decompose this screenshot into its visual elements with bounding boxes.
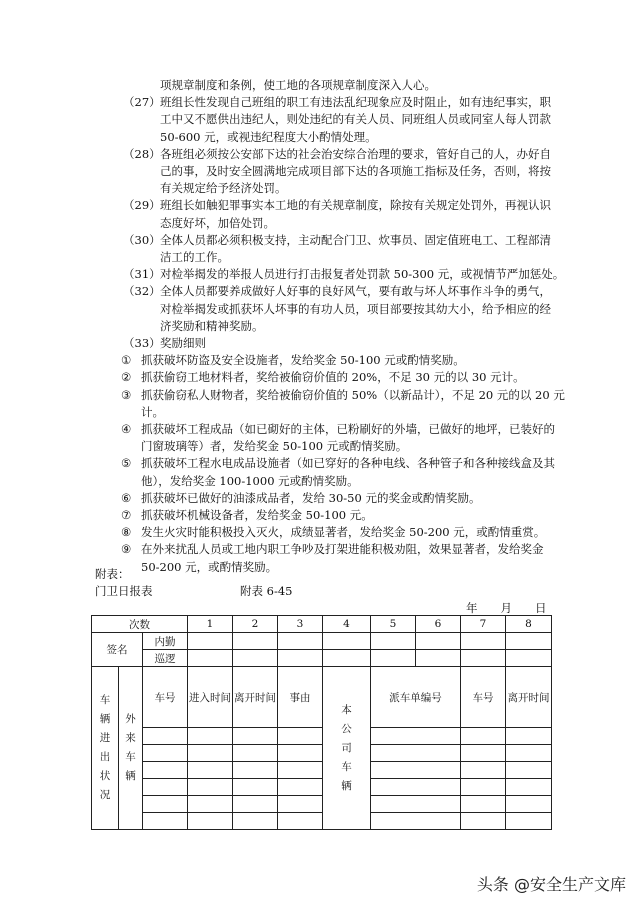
item-number: （31） — [123, 267, 161, 282]
vehicle-row — [92, 745, 552, 762]
item-text-line: 班组长如触犯罪事实本工地的有关规章制度，除按有关规定处罚外，再视认识 — [160, 198, 551, 213]
form-title: 门卫日报表 — [95, 584, 153, 598]
col-head-3: 3 — [278, 616, 323, 633]
reward-text-line: 抓获偷窃私人财物者，奖给被偷窃价值的 50%（以新品计），不足 20 元的以 20 元 — [141, 387, 565, 402]
sign-row-2 — [92, 650, 552, 667]
appendix-label: 附表： — [95, 567, 130, 581]
reward-marker: ⑦ — [121, 508, 132, 522]
watermark: 头条 @安全生产文库 — [476, 875, 626, 894]
reward-text-line: 门窗玻璃等）者，发给奖金 50-100 元或酌情奖励。 — [141, 439, 408, 454]
item-number: （27） — [123, 95, 161, 110]
reward-marker: ④ — [121, 422, 132, 436]
vehicle-status-label: 车 辆 进 出 状 况 — [92, 667, 119, 830]
item-text-line: 态度好坏，加倍处罚。 — [160, 215, 275, 230]
vehicle-row — [92, 762, 552, 779]
gate-daily-report-table — [91, 615, 552, 830]
reward-text-line: 抓获破坏工程水电成品设施者（如已穿好的各种电线、各种管子和各种接线盒及其 — [141, 456, 555, 471]
reward-text-line: 抓获破坏防盗及安全设施者，发给奖金 50-100 元或酌情奖励。 — [141, 353, 465, 368]
sign-row-label: 内勤 — [143, 633, 188, 650]
reward-text-line: 50-200 元，或酌情奖励。 — [141, 559, 278, 574]
form-number: 附表 6-45 — [240, 584, 293, 598]
sign-row-1 — [92, 633, 552, 650]
reward-text-line: 计。 — [141, 404, 164, 419]
sign-row-label: 巡逻 — [143, 650, 188, 667]
col-head-4: 4 — [323, 616, 371, 633]
outside-header: 离开时间 — [233, 667, 278, 728]
date-line: 年 月 日 — [466, 601, 547, 615]
reward-marker: ⑥ — [121, 490, 132, 505]
item-number: （30） — [123, 232, 161, 247]
col-head-1: 1 — [188, 616, 233, 633]
vehicle-row — [92, 796, 552, 813]
vehicle-row — [92, 728, 552, 745]
item-text-line: 全体人员都要养成做好人好事的良好风气，要有敢与坏人坏事作斗争的勇气， — [160, 284, 551, 299]
item-text-line: 50-600 元，或视违纪程度大小酌情处理。 — [160, 129, 377, 144]
reward-marker: ② — [121, 370, 132, 385]
reward-text-line: 抓获破坏机械设备者，发给奖金 50-100 元。 — [141, 508, 373, 522]
vehicle-header-row — [92, 667, 552, 728]
outside-vehicle-label: 外 来 车 辆 — [119, 667, 143, 830]
sign-label: 签名 — [92, 633, 143, 667]
count-row — [92, 616, 552, 633]
reward-marker: ③ — [121, 387, 132, 402]
company-header: 离开时间 — [506, 667, 552, 728]
item-number: （28） — [123, 146, 161, 161]
company-vehicle-label: 本 公 司 车 辆 — [323, 667, 371, 830]
item-text-line: 奖励细则 — [160, 336, 206, 350]
reward-marker: ⑧ — [121, 525, 132, 540]
vehicle-row — [92, 813, 552, 830]
item-text-line: 对检举揭发或抓获坏人坏事的有功人员，项目部要按其幼大小，给予相应的经 — [160, 301, 551, 316]
item-text-line: 项规章制度和条例，使工地的各项规章制度深入人心。 — [160, 78, 436, 92]
item-text-line: 济奖励和精神奖励。 — [160, 318, 264, 333]
reward-marker: ⑤ — [121, 456, 132, 471]
reward-text-line: 发生火灾时能积极投入灭火，成绩显著者，发给奖金 50-200 元，或酌情重赏。 — [141, 525, 546, 540]
outside-header: 事由 — [278, 667, 323, 728]
item-text-line: 己的事，及时安全圆满地完成项目部下达的各项施工指标及任务，否则，将按 — [160, 164, 551, 178]
reward-text-line: 抓获破坏工程成品（如已砌好的主体，已粉刷好的外墙，已做好的地坪，已装好的 — [141, 422, 555, 436]
item-text-line: 有关规定给予经济处罚。 — [160, 181, 287, 196]
reward-text-line: 抓获偷窃工地材料者，奖给被偷窃价值的 20%，不足 30 元的以 30 元计。 — [141, 370, 525, 385]
item-text-line: 全体人员都必须积极支持，主动配合门卫、炊事员、固定值班电工、工程部清 — [160, 232, 551, 247]
col-head-2: 2 — [233, 616, 278, 633]
reward-text-line: 他），发给奖金 100-1000 元或酌情奖励。 — [141, 473, 359, 488]
item-text-line: 洁工的工作。 — [160, 250, 229, 264]
reward-text-line: 抓获破坏已做好的油漆成品者，发给 30-50 元的奖金或酌情奖励。 — [141, 490, 481, 505]
item-number: （33） — [123, 336, 161, 350]
company-header: 派车单编号 — [371, 667, 461, 728]
company-header: 车号 — [461, 667, 506, 728]
reward-marker: ① — [121, 353, 132, 368]
reward-marker: ⑨ — [121, 542, 132, 557]
reward-text-line: 在外来扰乱人员或工地内职工争吵及打架进能积极劝阻，效果显著者，发给奖金 — [141, 542, 544, 557]
item-number: （32） — [123, 284, 161, 299]
col-head-8: 8 — [506, 616, 552, 633]
col-head-6: 6 — [416, 616, 461, 633]
outside-header: 车号 — [143, 667, 188, 728]
item-text-line: 工中又不愿供出违纪人，则处违纪的有关人员、同班组人员或同室人每人罚款 — [160, 112, 551, 127]
item-number: （29） — [123, 198, 161, 213]
outside-header: 进入时间 — [188, 667, 233, 728]
item-text-line: 各班组必须按公安部下达的社会治安综合治理的要求，管好自己的人，办好自 — [160, 146, 551, 161]
item-text-line: 对检举揭发的举报人员进行打击报复者处罚款 50-300 元，或视情节严加惩处。 — [160, 267, 565, 282]
col-head-5: 5 — [371, 616, 416, 633]
vehicle-row — [92, 779, 552, 796]
col-head-7: 7 — [461, 616, 506, 633]
count-label: 次数 — [92, 616, 188, 633]
item-text-line: 班组长性发现自己班组的职工有违法乱纪现象应及时阻止，如有违纪事实，职 — [160, 95, 551, 110]
